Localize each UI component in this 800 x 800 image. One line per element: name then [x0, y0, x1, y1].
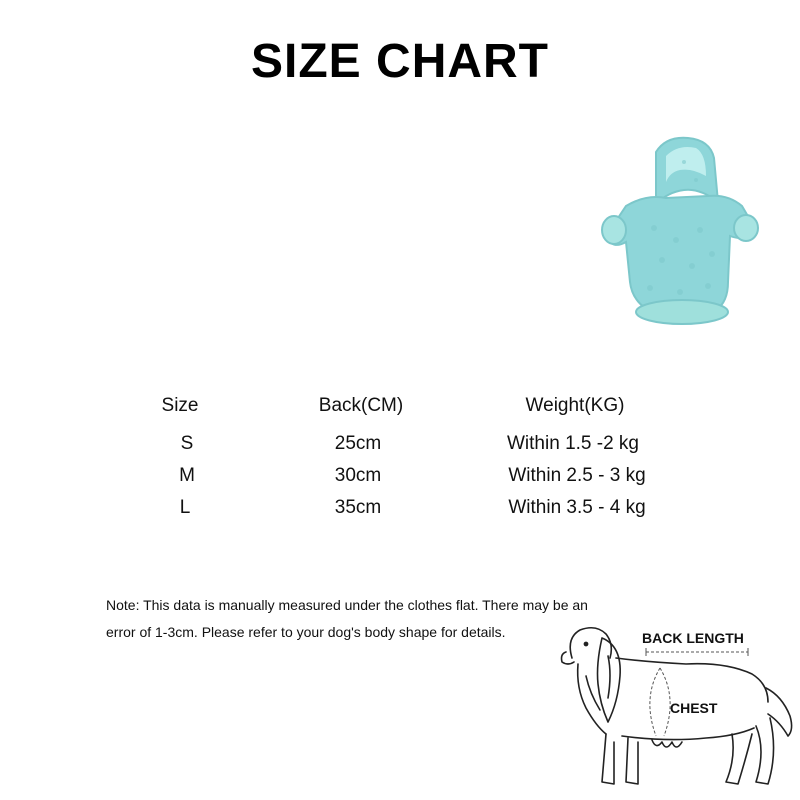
header-back: Back(CM)	[318, 395, 404, 416]
cell-size-m: M	[179, 465, 195, 486]
cell-back-s: 25cm	[334, 433, 382, 454]
hoodie-product-image	[596, 132, 772, 352]
cell-size-s: S	[180, 433, 194, 454]
note-line-2: error of 1-3cm. Please refer to your dog's body shape for details.	[106, 624, 506, 640]
cell-back-m: 30cm	[334, 465, 382, 486]
cell-weight-m: Within 2.5 - 3 kg	[508, 465, 646, 486]
page-title: SIZE CHART	[251, 35, 549, 88]
chest-label: CHEST	[670, 700, 718, 716]
back-length-label: BACK LENGTH	[642, 630, 744, 646]
header-size: Size	[161, 395, 199, 416]
cell-back-l: 35cm	[334, 497, 382, 518]
note-line-1: Note: This data is manually measured under the clothes flat. There may be an	[106, 597, 588, 613]
cell-size-l: L	[179, 497, 191, 518]
header-weight: Weight(KG)	[525, 395, 625, 416]
cell-weight-l: Within 3.5 - 4 kg	[508, 497, 646, 518]
cell-weight-s: Within 1.5 -2 kg	[507, 433, 639, 454]
